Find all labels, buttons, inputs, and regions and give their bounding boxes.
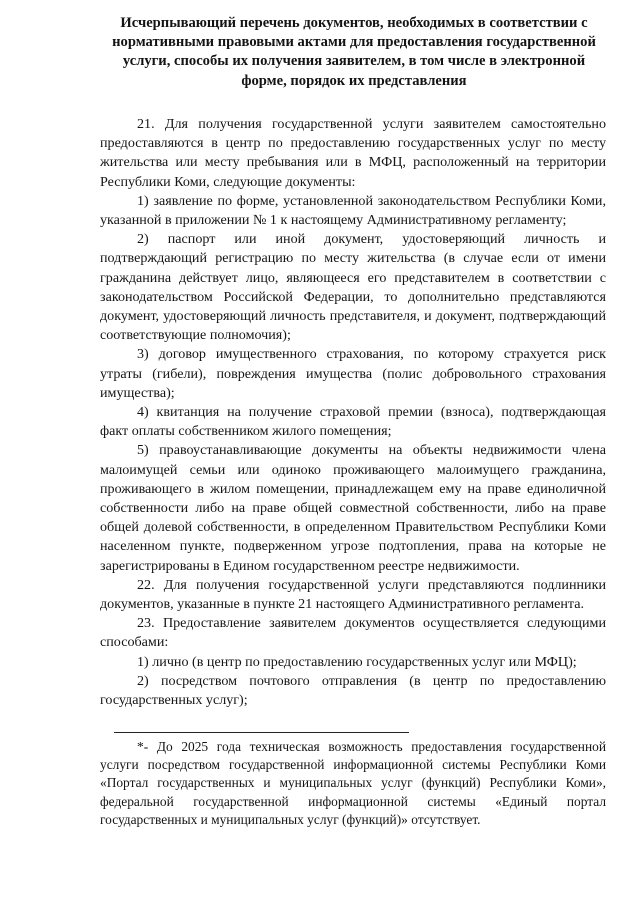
document-body (100, 115, 606, 710)
footnote (100, 738, 606, 829)
list-item-application: 1) заявление по форме, установленной законодательством Республики Коми, указанной в приложении № 1 к настоящему Административному регламенту; (100, 192, 606, 229)
list-item-in-person: 1) лично (в центр по предоставлению государственных услуг или МФЦ); (137, 653, 577, 670)
list-item-by-mail: 2) посредством почтового отправления (в центр по предоставлению государственных услуг); (100, 672, 606, 709)
list-item-receipt: 4) квитанция на получение страховой премии (взноса), подтверждающая факт оплаты собственником жилого помещения; (100, 404, 606, 440)
footnote-divider (114, 732, 409, 733)
section-title: Исчерпывающий перечень документов, необходимых в соответствии с нормативными правовыми актами для предоставления государственной услуги, способы их получения заявителем, в том числе в электронной форме, порядок их представления (112, 15, 596, 89)
list-item-passport: 2) паспорт или иной документ, удостоверяющий личность и подтверждающий регистрацию по месту жительства (в случае если от имени гражданина действует лицо, являющееся его представителем в соответствии с законодательством Российской Федерации, то дополнительно представляются документ, удостоверяющий личность представителя, и документ, подтверждающий соответствующие полномочия); (100, 231, 606, 344)
paragraph-23: 23. Предоставление заявителем документов осуществляется следующими способами: (100, 615, 606, 651)
list-item-title-documents: 5) правоустанавливающие документы на объекты недвижимости члена малоимущей семьи или одиноко проживающего малоимущего гражданина, проживающего в жилом помещении, принадлежащем ему на праве единоличной собственности либо на праве общей совместной собственности, либо на праве общей долевой собственности, в определенном Правительством Республики Коми населенном пункте, подверженном угрозе подтопления, права на которые не зарегистрированы в Едином государственном реестре недвижимости. (100, 442, 606, 574)
footnote-text: *- До 2025 года техническая возможность предоставления государственной услуги посредством государственной информационной системы Республики Коми «Портал государственных и муниципальных услуг (функций) Республики Коми», федеральной государственной информационной системы «Единый портал государственных и муниципальных услуг (функций)» отсутствует. (100, 739, 606, 827)
paragraph-21-intro: 21. Для получения государственной услуги заявителем самостоятельно предоставляются в центр по предоставлению государственных услуг по месту жительства или месту пребывания или в МФЦ, расположенный на территории Республики Коми, следующие документы: (100, 116, 606, 190)
list-item-insurance-contract: 3) договор имущественного страхования, по которому страхуется риск утраты (гибели), повреждения имущества (полис добровольного страхования имущества); (100, 346, 606, 401)
paragraph-22: 22. Для получения государственной услуги представляются подлинники документов, указанные в пункте 21 настоящего Административного регламента. (100, 576, 606, 613)
